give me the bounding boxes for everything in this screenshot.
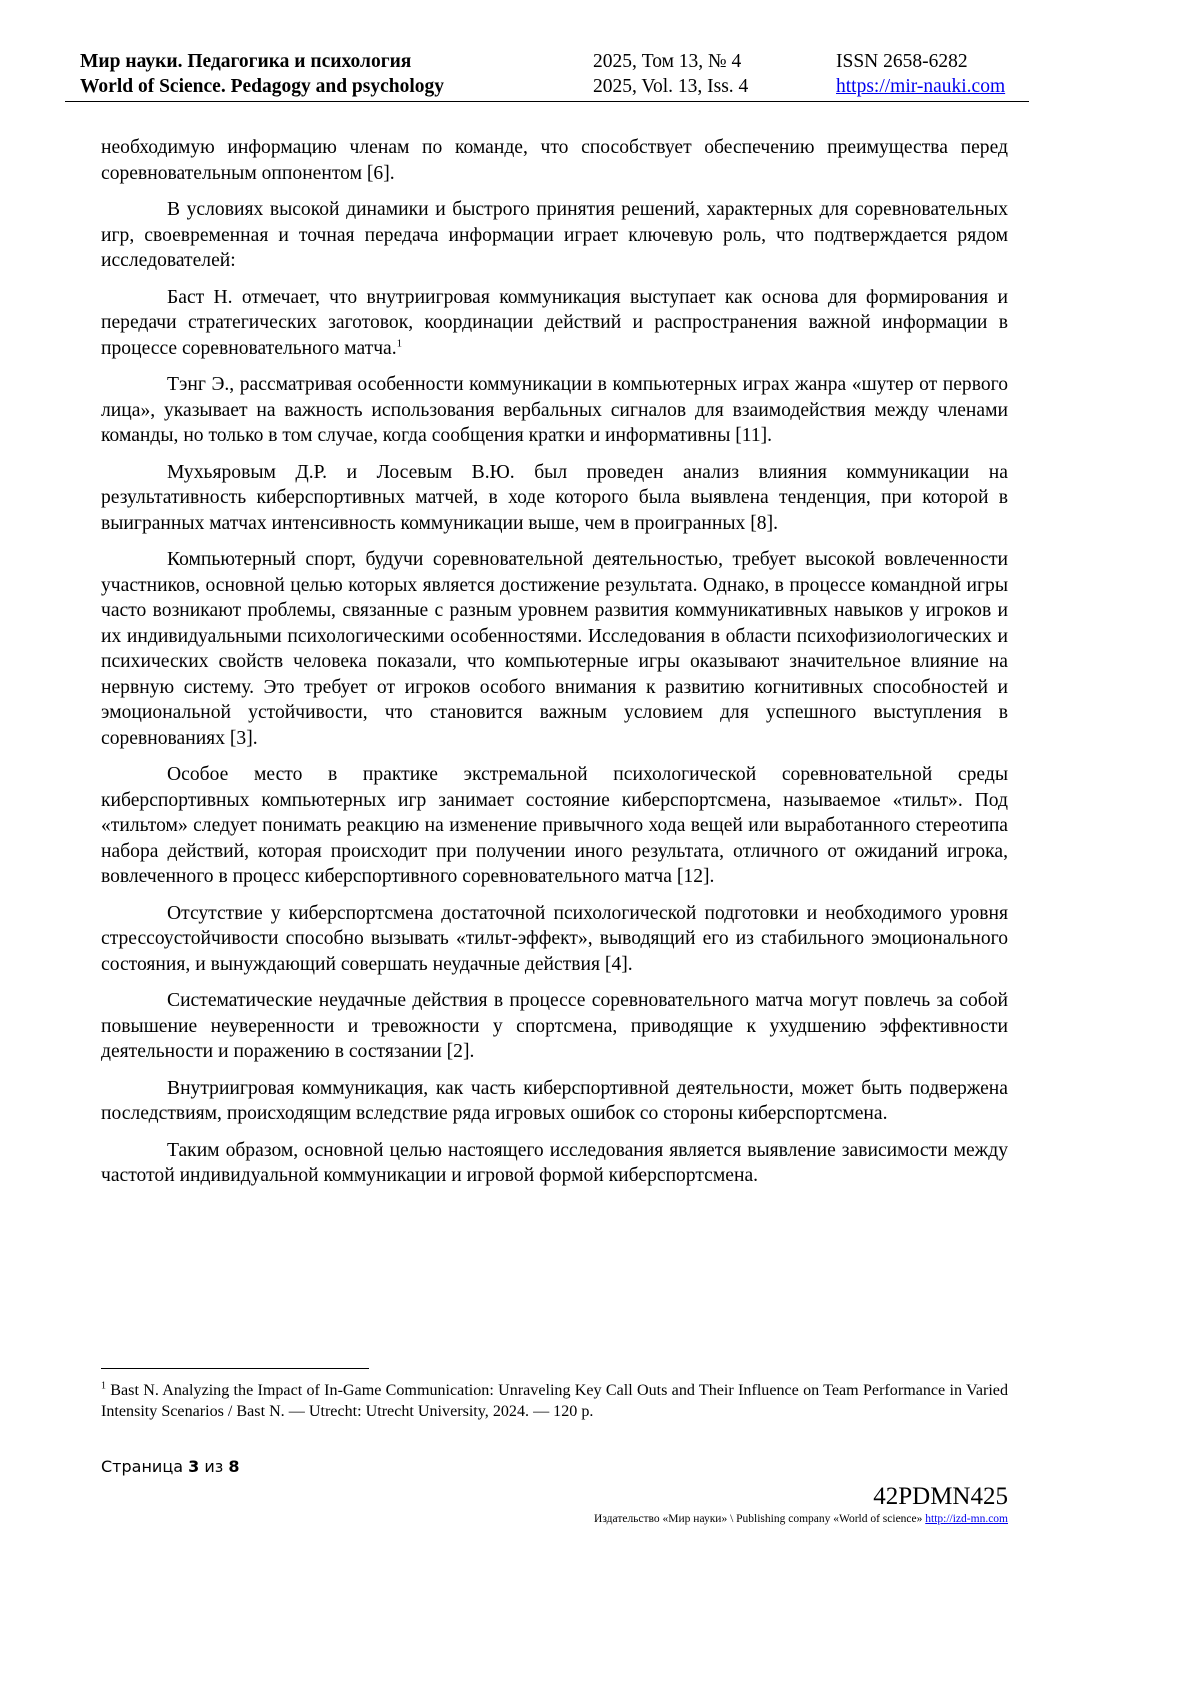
article-body [101, 135, 1008, 1200]
footnote [101, 1381, 1008, 1422]
issn-block [836, 49, 1005, 99]
paragraph: Компьютерный спорт, будучи соревновательной деятельностью, требует высокой вовлеченности участников, основной целью которых является достижение результата. Однако, в процессе командной игры часто возникают проблемы, связанные с разным уровнем развития коммуникативных навыков у игроков и их индивидуальными психологическими особенностями. Исследования в области психофизиологических и психических свойств человека показали, что компьютерные игры оказывают значительное влияние на нервную систему. Это требует от игроков особого внимания к развитию когнитивных способностей и эмоциональной устойчивости, что становится важным условием для успешного выступления в соревнованиях [3]. [101, 549, 1008, 749]
website-link[interactable]: https://mir-nauki.com [836, 76, 1006, 97]
paragraph-text: Баст Н. отмечает, что внутриигровая коммуникация выступает как основа для формирования и передачи стратегических заготовок, координации действий и распространения важной информации в процессе соревновательного матча. [101, 286, 1008, 359]
footnote-divider [101, 1368, 369, 1369]
paragraph: Внутриигровая коммуникация, как часть киберспортивной деятельности, может быть подвержена последствиям, происходящим вследствие ряда игровых ошибок со стороны киберспортсмена. [101, 1077, 1008, 1124]
page-total: 8 [228, 1457, 240, 1476]
publisher-line [594, 1512, 1008, 1526]
publisher-link[interactable]: http://izd-mn.com [925, 1513, 1008, 1525]
publisher-text: Издательство «Мир науки» \ Publishing company «World of science» [594, 1513, 923, 1525]
paragraph: Таким образом, основной целью настоящего исследования является выявление зависимости между частотой индивидуальной коммуникации и игровой формой киберспортсмена. [101, 1139, 1008, 1186]
footnote-marker: 1 [101, 1380, 106, 1392]
footnote-text: Bast N. Analyzing the Impact of In-Game Communication: Unraveling Key Call Outs and Their Influence on Team Performance in Varied Intensity Scenarios / Bast N. — Utrecht: Utrecht University, 2024. — 120 p. [101, 1382, 1008, 1420]
journal-title-en: World of Science. Pedagogy and psychology [80, 76, 445, 97]
paragraph: Особое место в практике экстремальной психологической соревновательной среды киберспортивных компьютерных игр занимает состояние киберспортсмена, называемое «тильт». Под «тильтом» следует понимать реакцию на изменение привычного хода вещей или выработанного стереотипа набора действий, которая происходит при получении иного результата, отличного от ожиданий игрока, вовлеченного в процесс киберспортивного соревновательного матча [12]. [101, 764, 1008, 887]
paragraph: В условиях высокой динамики и быстрого принятия решений, характерных для соревновательных игр, своевременная и точная передача информации играет ключевую роль, что подтверждается рядом исследователей: [101, 199, 1008, 271]
issn: ISSN 2658-6282 [836, 51, 968, 72]
paragraph [101, 285, 1008, 362]
issue-info [593, 49, 748, 99]
footnote-ref[interactable]: 1 [396, 336, 403, 349]
paragraph: необходимую информацию членам по команде, что способствует обеспечению преимущества перед соревновательным оппонентом [6]. [101, 137, 1008, 184]
paragraph: Тэнг Э., рассматривая особенности коммуникации в компьютерных играх жанра «шутер от первого лица», указывает на важность использования вербальных сигналов для взаимодействия между членами команды, но только в том случае, когда сообщения кратки и информативны [11]. [101, 374, 1008, 446]
page-number [101, 1457, 239, 1476]
page-separator: из [204, 1457, 224, 1476]
article-code: 42PDMN425 [873, 1483, 1008, 1510]
issue-en: 2025, Vol. 13, Iss. 4 [593, 76, 749, 97]
page-label: Страница [101, 1457, 184, 1476]
paragraph: Отсутствие у киберспортсмена достаточной психологической подготовки и необходимого уровня стрессоустойчивости способно вызывать «тильт-эффект», выводящий его из стабильного эмоционального состояния, и вынуждающий совершать неудачные действия [4]. [101, 902, 1008, 975]
journal-title-ru: Мир науки. Педагогика и психология [80, 51, 412, 72]
paragraph: Систематические неудачные действия в процессе соревновательного матча могут повлечь за собой повышение неуверенности и тревожности у спортсмена, приводящие к ухудшению эффективности деятельности и поражению в состязании [2]. [101, 990, 1008, 1062]
header-divider [65, 101, 1029, 102]
paragraph: Мухьяровым Д.Р. и Лосевым В.Ю. был проведен анализ влияния коммуникации на результативность киберспортивных матчей, в ходе которого была выявлена тенденция, при которой в выигранных матчах интенсивность коммуникации выше, чем в проигранных [8]. [101, 461, 1008, 534]
journal-title [80, 49, 444, 99]
issue-ru: 2025, Том 13, № 4 [593, 51, 742, 72]
page-current: 3 [188, 1457, 200, 1476]
